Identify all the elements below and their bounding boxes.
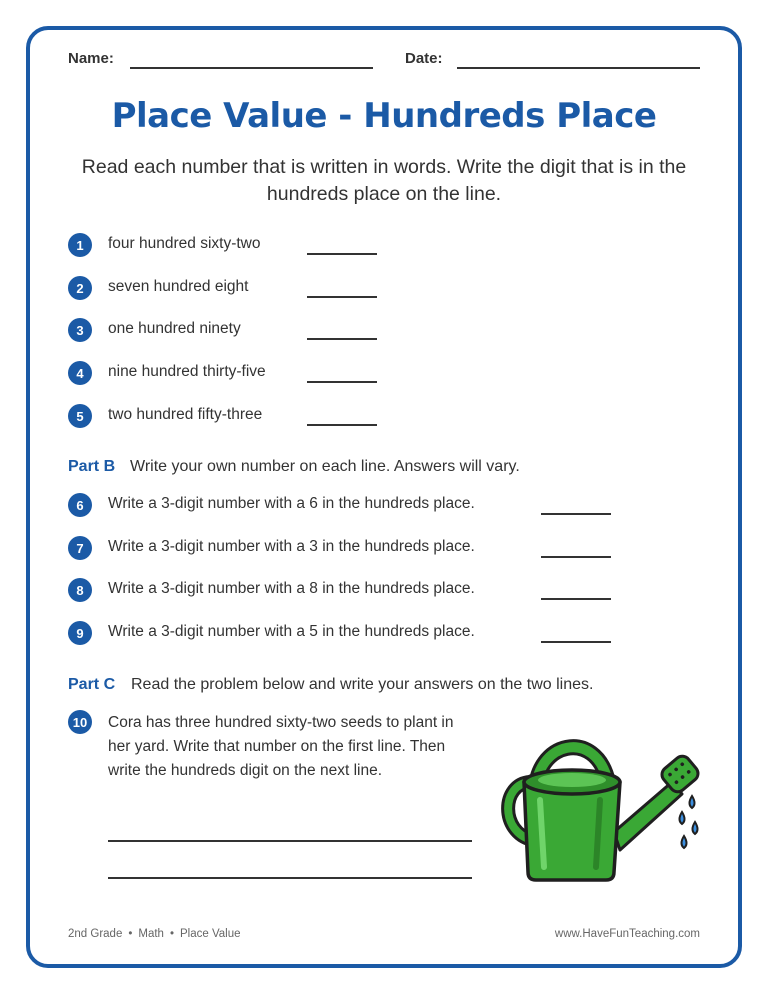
question-text: four hundred sixty-two (108, 235, 261, 252)
answer-line[interactable] (307, 381, 377, 383)
question-text: nine hundred thirty-five (108, 363, 266, 380)
answer-line[interactable] (108, 840, 472, 842)
question-number: 3 (68, 318, 92, 342)
question-number: 10 (68, 710, 92, 734)
question-number: 1 (68, 233, 92, 257)
question-number: 7 (68, 536, 92, 560)
answer-line[interactable] (108, 877, 472, 879)
answer-line[interactable] (541, 513, 611, 515)
answer-line[interactable] (307, 296, 377, 298)
question-number: 6 (68, 493, 92, 517)
footer-topic: Place Value (180, 928, 241, 940)
footer-subject: Math (138, 928, 164, 940)
date-label: Date: (405, 50, 443, 67)
question-text: Write a 3-digit number with a 8 in the hundreds place. (108, 580, 475, 597)
question-text: Write a 3-digit number with a 5 in the hundreds place. (108, 623, 475, 640)
question-number: 9 (68, 621, 92, 645)
part-c-label: Part C (68, 676, 116, 693)
question-text: Write a 3-digit number with a 3 in the hundreds place. (108, 538, 475, 555)
page-title: Place Value - Hundreds Place (111, 96, 657, 136)
answer-line[interactable] (541, 556, 611, 558)
date-field[interactable] (457, 67, 700, 69)
word-problem-text: Cora has three hundred sixty-two seeds to plant in her yard. Write that number on the first line. Then write the hundreds digit on the next line. (108, 714, 454, 779)
answer-line[interactable] (541, 641, 611, 643)
name-label: Name: (68, 50, 114, 67)
watering-can-icon (496, 722, 706, 887)
footer-website[interactable]: www.HaveFunTeaching.com (554, 928, 700, 940)
question-text: two hundred fifty-three (108, 406, 263, 423)
question-number: 4 (68, 361, 92, 385)
part-b-label: Part B (68, 458, 116, 475)
name-field[interactable] (130, 67, 373, 69)
answer-line[interactable] (307, 424, 377, 426)
part-c-instruction: Read the problem below and write your answers on the two lines. (131, 676, 594, 693)
answer-line[interactable] (307, 338, 377, 340)
question-text: seven hundred eight (108, 278, 249, 295)
part-b-instruction: Write your own number on each line. Answers will vary. (130, 458, 520, 475)
question-text: Write a 3-digit number with a 6 in the hundreds place. (108, 495, 475, 512)
footer-tags (68, 928, 241, 940)
answer-line[interactable] (541, 598, 611, 600)
question-number: 8 (68, 578, 92, 602)
question-number: 5 (68, 404, 92, 428)
bullet-icon: • (169, 928, 174, 940)
question-number: 2 (68, 276, 92, 300)
footer-grade: 2nd Grade (68, 928, 123, 940)
bullet-icon: • (128, 928, 133, 940)
answer-line[interactable] (307, 253, 377, 255)
instructions: Read each number that is written in words. Write the digit that is in the hundreds place on the line. (81, 156, 687, 205)
question-text: one hundred ninety (108, 320, 241, 337)
